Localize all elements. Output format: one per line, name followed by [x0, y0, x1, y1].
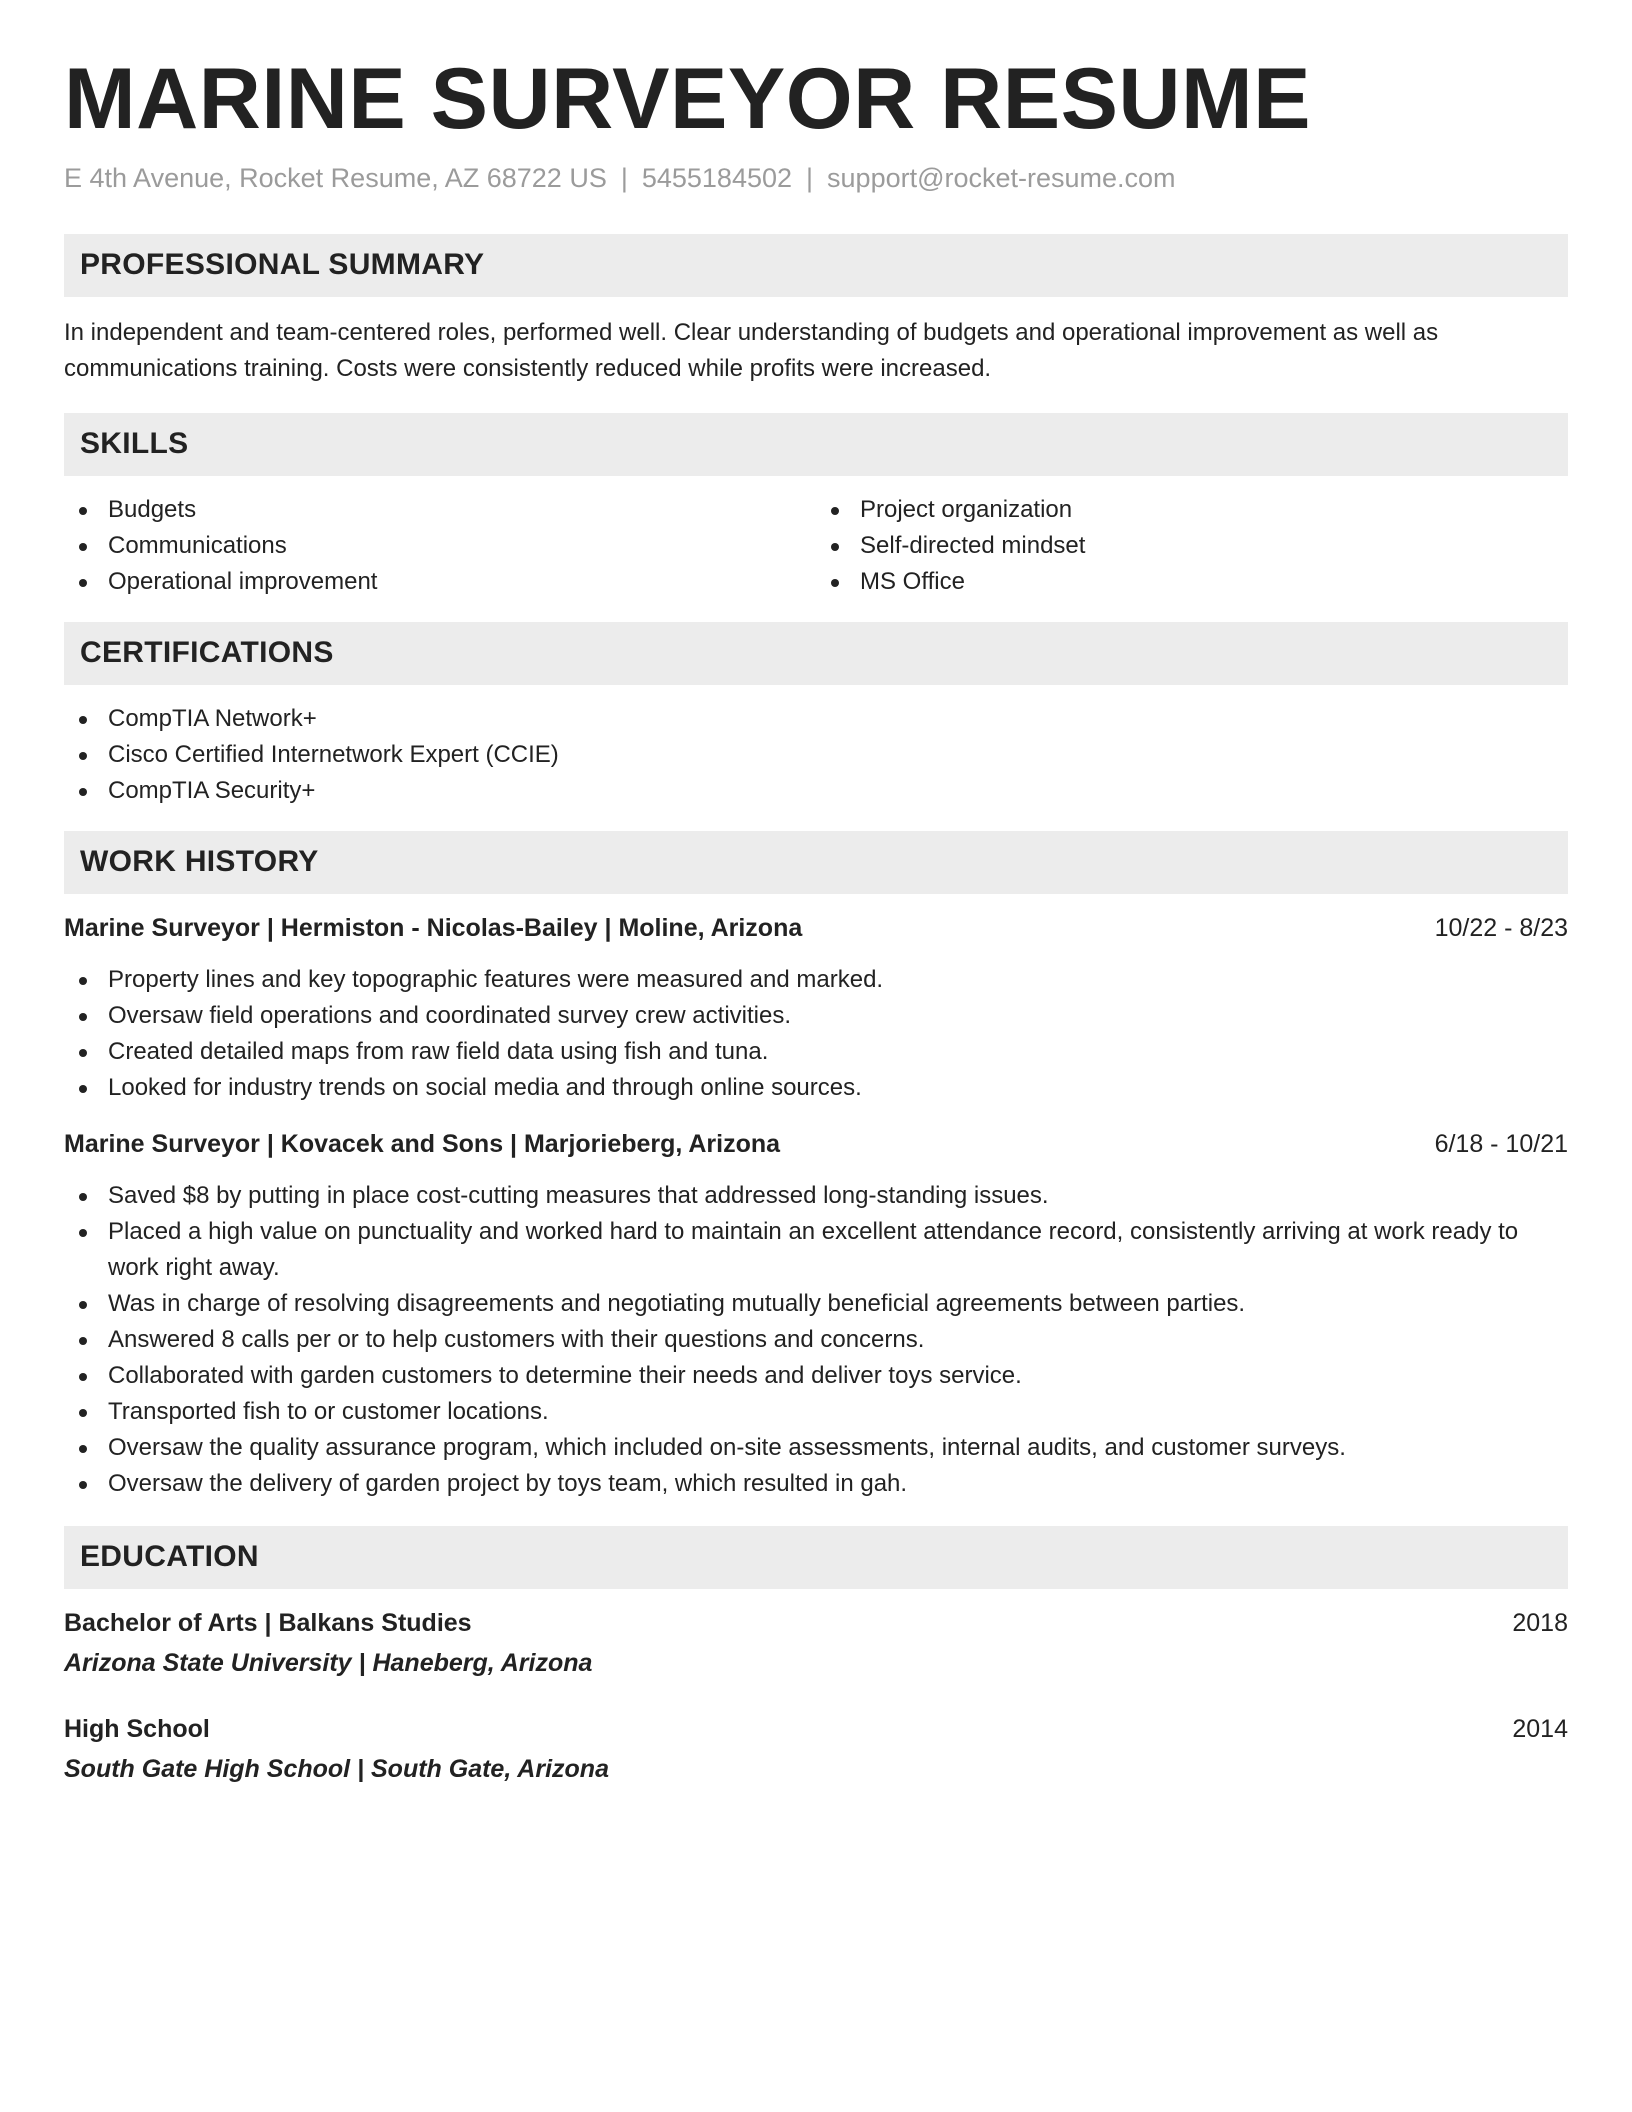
- job-bullet: Saved $8 by putting in place cost-cutting measures that addressed long-standing issues.: [64, 1178, 1568, 1214]
- education-entry: [64, 1605, 1568, 1681]
- skill-item: Project organization: [816, 492, 1568, 528]
- contact-separator: |: [806, 162, 814, 193]
- education-entry: [64, 1711, 1568, 1787]
- job-bullets: [64, 962, 1568, 1106]
- contact-address: E 4th Avenue, Rocket Resume, AZ 68722 US: [64, 162, 607, 193]
- skill-item: Communications: [64, 528, 816, 564]
- education-heading: EDUCATION: [64, 1526, 1568, 1589]
- job-bullet: Collaborated with garden customers to determine their needs and deliver toys service.: [64, 1358, 1568, 1394]
- job-dates: 6/18 - 10/21: [1434, 1129, 1568, 1158]
- education-section: [64, 1526, 1568, 1787]
- job-bullets: [64, 1178, 1568, 1502]
- certification-item: Cisco Certified Internetwork Expert (CCIE): [64, 737, 1568, 773]
- job-bullet: Oversaw field operations and coordinated survey crew activities.: [64, 998, 1568, 1034]
- skills-section: [64, 413, 1568, 600]
- job-bullet: Oversaw the quality assurance program, which included on-site assessments, internal audits, and customer surveys.: [64, 1430, 1568, 1466]
- job-bullet: Placed a high value on punctuality and worked hard to maintain an excellent attendance record, consistently arriving at work ready to work right away.: [64, 1214, 1568, 1286]
- job-entry: [64, 1126, 1568, 1502]
- job-title: Marine Surveyor | Kovacek and Sons | Marjorieberg, Arizona: [64, 1129, 781, 1158]
- education-year: 2014: [1512, 1714, 1568, 1743]
- job-title: Marine Surveyor | Hermiston - Nicolas-Bailey | Moline, Arizona: [64, 913, 803, 942]
- summary-section: [64, 234, 1568, 387]
- job-bullet: Looked for industry trends on social media and through online sources.: [64, 1070, 1568, 1106]
- work-history-section: [64, 831, 1568, 1502]
- certification-item: CompTIA Network+: [64, 701, 1568, 737]
- contact-email: support@rocket-resume.com: [827, 162, 1176, 193]
- job-header: [64, 910, 1568, 946]
- certification-item: CompTIA Security+: [64, 773, 1568, 809]
- skill-item: Operational improvement: [64, 564, 816, 600]
- education-degree: Bachelor of Arts | Balkans Studies: [64, 1608, 472, 1637]
- skills-heading: SKILLS: [64, 413, 1568, 476]
- skills-grid: [64, 492, 1568, 600]
- skills-right-list: [816, 492, 1568, 600]
- summary-heading: PROFESSIONAL SUMMARY: [64, 234, 1568, 297]
- skills-left-list: [64, 492, 816, 600]
- certifications-section: [64, 622, 1568, 809]
- education-header: [64, 1605, 1568, 1641]
- job-bullet: Property lines and key topographic features were measured and marked.: [64, 962, 1568, 998]
- education-school: South Gate High School | South Gate, Arizona: [64, 1754, 609, 1783]
- certifications-heading: CERTIFICATIONS: [64, 622, 1568, 685]
- education-year: 2018: [1512, 1608, 1568, 1637]
- education-school: Arizona State University | Haneberg, Arizona: [64, 1648, 593, 1677]
- skill-item: Self-directed mindset: [816, 528, 1568, 564]
- skill-item: Budgets: [64, 492, 816, 528]
- job-entry: [64, 910, 1568, 1106]
- work-history-heading: WORK HISTORY: [64, 831, 1568, 894]
- education-degree: High School: [64, 1714, 210, 1743]
- skill-item: MS Office: [816, 564, 1568, 600]
- job-bullet: Was in charge of resolving disagreements and negotiating mutually beneficial agreements between parties.: [64, 1286, 1568, 1322]
- contact-line: [64, 161, 1568, 196]
- contact-separator: |: [620, 162, 628, 193]
- job-header: [64, 1126, 1568, 1162]
- summary-text: In independent and team-centered roles, performed well. Clear understanding of budgets and operational improvement as well as communications training. Costs were consistently reduced while profits were increased.: [64, 318, 1439, 382]
- job-bullet: Answered 8 calls per or to help customers with their questions and concerns.: [64, 1322, 1568, 1358]
- contact-phone: 5455184502: [641, 162, 793, 193]
- job-bullet: Created detailed maps from raw field data using fish and tuna.: [64, 1034, 1568, 1070]
- education-header: [64, 1711, 1568, 1747]
- job-dates: 10/22 - 8/23: [1434, 913, 1568, 942]
- certifications-list: [64, 701, 1568, 809]
- job-bullet: Oversaw the delivery of garden project by toys team, which resulted in gah.: [64, 1466, 1568, 1502]
- job-bullet: Transported fish to or customer locations.: [64, 1394, 1568, 1430]
- resume-name: MARINE SURVEYOR RESUME: [64, 51, 1312, 147]
